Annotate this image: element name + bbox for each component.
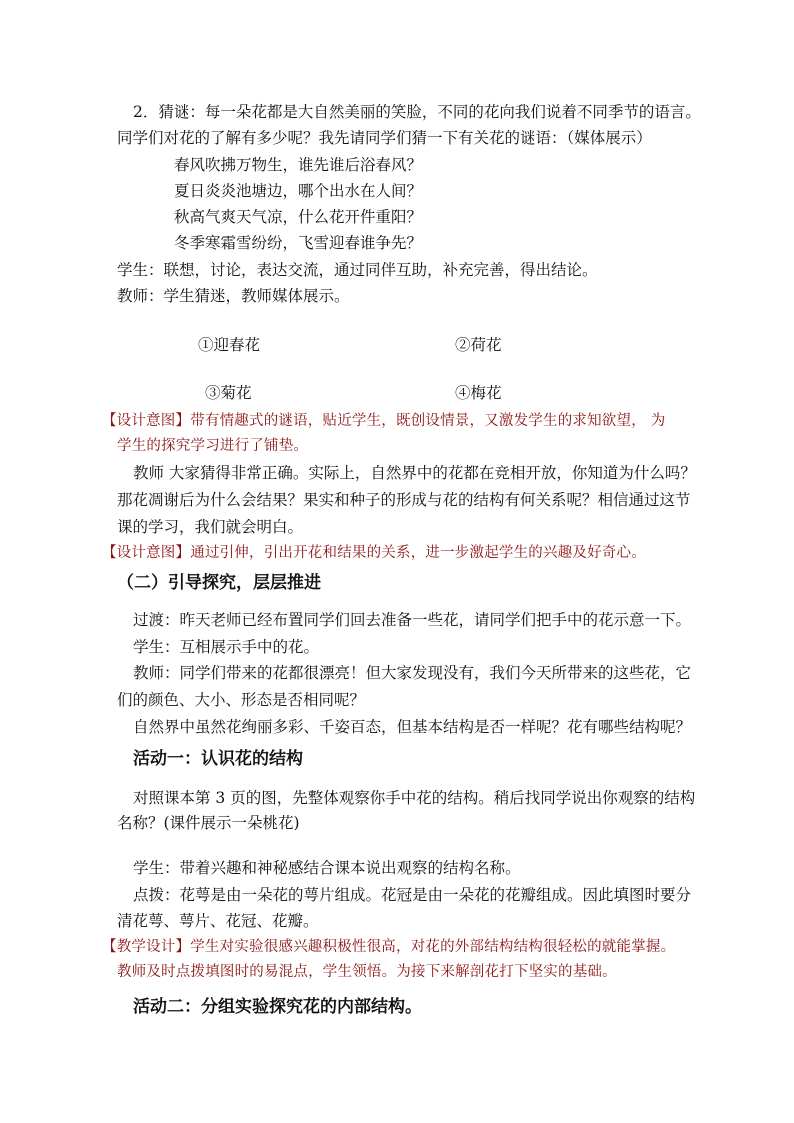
teaching-design-line-1: 【教学设计】学生对实验很感兴趣积极性很高，对花的外部结构结构很轻松的就能掌握。 [102, 939, 676, 955]
teacher-explanation-line-1: 教师 大家猜得非常正确。实际上，自然界中的花都在竞相开放，你知道为什么吗？ [133, 464, 696, 482]
riddle-2: 夏日炎炎池塘边，哪个出水在人间？ [174, 182, 423, 200]
answer-2: ②荷花 [455, 336, 502, 354]
transition-line: 过渡：昨天老师已经布置同学们回去准备一些花，请同学们把手中的花示意一下。 [133, 611, 692, 629]
design-intent-2: 【设计意图】通过引伸，引出开花和结果的关系，进一步激起学生的兴趣及好奇心。 [102, 545, 646, 561]
nature-question-line: 自然界中虽然花绚丽多彩、千姿百态，但基本结构是否一样呢？花有哪些结构呢？ [133, 718, 692, 736]
section-heading-2: （二）引导探究，层层推进 [117, 573, 321, 593]
riddle-3: 秋高气爽天气凉，什么花开件重阳？ [174, 208, 423, 226]
teaching-design-line-2: 教师及时点拨填图时的易混点，学生领悟。为接下来解剖花打下坚实的基础。 [117, 964, 617, 980]
answer-1: ①迎春花 [198, 336, 261, 354]
riddle-intro-line-1: 2．猜谜：每一朵花都是大自然美丽的笑脸，不同的花向我们说着不同季节的语言。 [133, 103, 701, 121]
teacher-display-line: 教师：学生猜迷，教师媒体展示。 [117, 287, 350, 305]
hint-line-1: 点拨：花萼是由一朵花的萼片组成。花冠是由一朵花的花瓣组成。因此填图时要分 [133, 886, 692, 904]
riddle-4: 冬季寒霜雪纷纷，飞雪迎春谁争先？ [174, 234, 423, 252]
activity-1-line-2: 名称？(课件展示一朵桃花) [117, 814, 300, 832]
riddle-intro-line-2: 同学们对花的了解有多少呢？我先请同学们猜一下有关花的谜语：（媒体展示） [117, 129, 652, 147]
activity-2-heading: 活动二：分组实验探究花的内部结构。 [133, 997, 422, 1017]
student-response-line: 学生：联想，讨论，表达交流，通过同伴互助，补充完善，得出结论。 [117, 261, 598, 279]
student-structure-line: 学生：带着兴趣和神秘感结合课本说出观察的结构名称。 [133, 859, 521, 877]
teacher-flowers-line-1: 教师：同学们带来的花都很漂亮！但大家发现没有，我们今天所带来的这些花，它 [133, 664, 692, 682]
answer-4: ④梅花 [455, 384, 502, 402]
riddle-1: 春风吹拂万物生，谁先谁后浴春风？ [174, 156, 423, 174]
teacher-explanation-line-3: 课的学习，我们就会明白。 [117, 518, 304, 536]
activity-1-line-1: 对照课本第 3 页的图，先整体观察你手中花的结构。稍后找同学说出你观察的结构 [133, 789, 696, 807]
design-intent-1-line-2: 学生的探究学习进行了铺垫。 [117, 438, 309, 454]
design-intent-1-line-1: 【设计意图】带有情趣式的谜语，贴近学生，既创设情景，又激发学生的求知欲望， 为 [102, 413, 666, 429]
teacher-flowers-line-2: 们的颜色、大小、形态是否相同呢？ [117, 691, 366, 709]
teacher-explanation-line-2: 那花凋谢后为什么会结果？果实和种子的形成与花的结构有何关系呢？相信通过这节 [117, 491, 691, 509]
hint-line-2: 清花萼、萼片、花冠、花瓣。 [117, 912, 319, 930]
student-show-line: 学生：互相展示手中的花。 [133, 638, 320, 656]
answer-3: ③菊花 [205, 384, 252, 402]
activity-1-heading: 活动一：认识花的结构 [133, 749, 303, 769]
